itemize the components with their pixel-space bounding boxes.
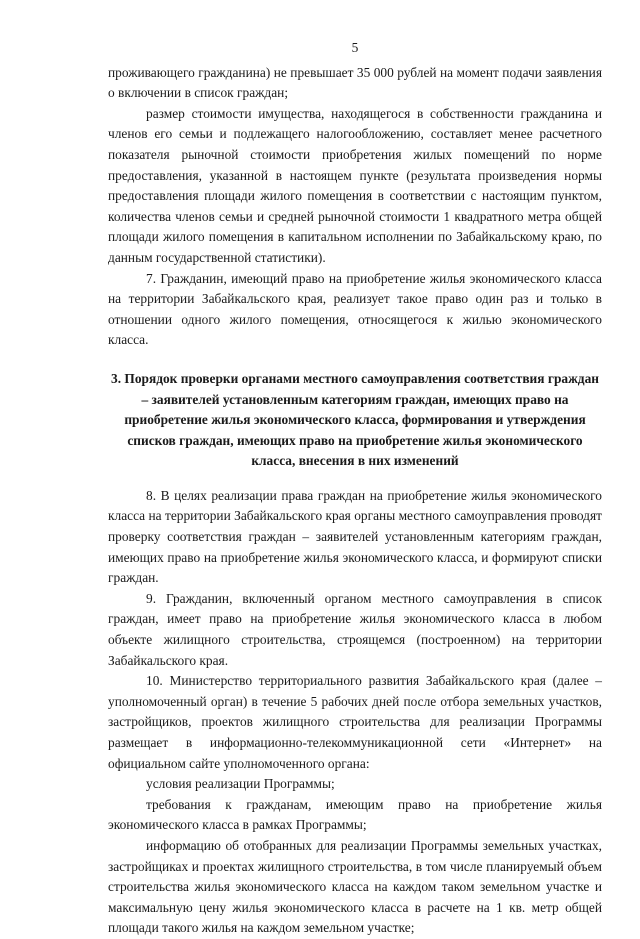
paragraph-item-10: 10. Министерство территориального развития Забайкальского края (далее – уполномоченный орган) в течение 5 рабочих дней после отбора земельных участков, застройщиков, проектов жилищного строительства для реализации Программы размещает в информационно-телекоммуникационной сети «Интернет» на официальном сайте уполномоченного органа: [108,673,602,771]
list-item-citizen-requirements: требования к гражданам, имеющим право на приобретение жилья экономического класса в рамках Программы; [108,796,602,833]
paragraph-item-7: 7. Гражданин, имеющий право на приобретение жилья экономического класса на территории Забайкальского края, реализует такое право один раз и только в отношении одного жилого помещения, относящегося к жилью экономического класса. [108,270,602,348]
paragraph-income-continuation: проживающего гражданина) не превышает 35 000 рублей на момент подачи заявления о включении в список граждан; [108,64,602,101]
list-item-selected-projects-info: информацию об отобранных для реализации Программы земельных участках, застройщиках и проектах жилищного строительства, в том числе планируемый объем строительства жилья экономического класса на каждом таком земельном участке и максимальную цену жилья экономического класса в расчете на 1 кв. метр общей площади такого жилья на каждом земельном участке; [108,837,602,936]
section-3-heading: 3. Порядок проверки органами местного самоуправления соответствия граждан – заявителей установленным категориям граждан, имеющих право на приобретение жилья экономического класса, формирования и утверждения списков граждан, имеющих право на приобретение жилья экономического класса, внесения в них изменений [111,370,599,469]
document-page [108,38,602,939]
list-item-program-conditions: условия реализации Программы; [146,776,335,792]
page-number: 5 [351,40,359,55]
paragraph-property-value: размер стоимости имущества, находящегося в собственности гражданина и членов его семьи и подлежащего налогообложению, составляет менее расчетного показателя рыночной стоимости приобретения жилых помещений по норме предоставления, указанной в настоящем пункте (результата произведения нормы предоставления площади жилого помещения в соответствии с настоящим пунктом, количества членов семьи и средней рыночной стоимости 1 квадратного метра общей площади жилого помещения в капитальном исполнении по Забайкальскому краю, по данным государственной статистики). [108,105,602,265]
paragraph-item-8: 8. В целях реализации права граждан на приобретение жилья экономического класса на территории Забайкальского края органы местного самоуправления проводят проверку соответствия граждан – заявителей установленным категориям граждан, имеющих право на приобретение жилья экономического класса, и формируют списки граждан. [108,487,602,586]
paragraph-item-9: 9. Гражданин, включенный органом местного самоуправления в список граждан, имеет право на приобретение жилья экономического класса в любом объекте жилищного строительства, строящемся (построенном) на территории Забайкальского края. [108,590,602,668]
